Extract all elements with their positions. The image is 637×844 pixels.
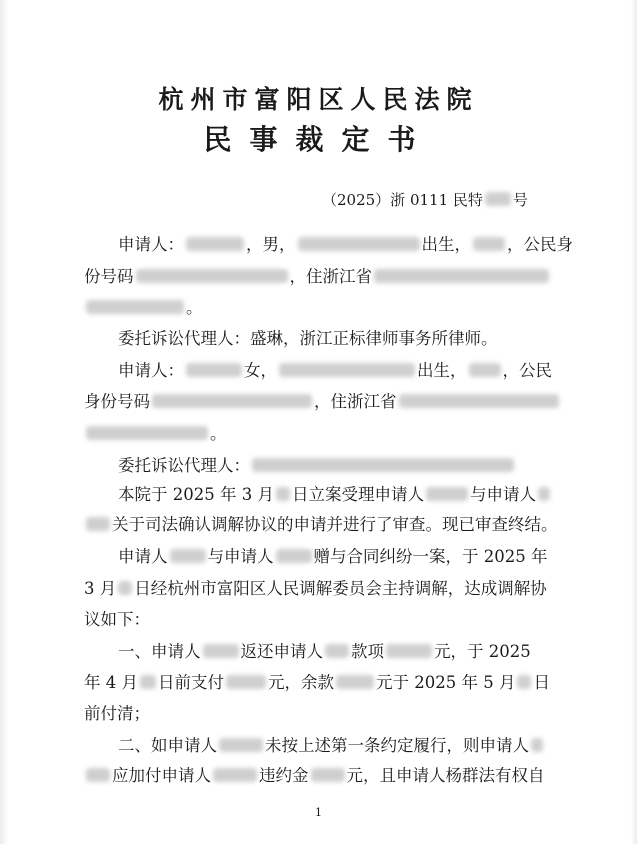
body-line — [84, 514, 558, 536]
body-line — [84, 578, 547, 600]
redacted-block — [517, 675, 531, 689]
party-id-label: 份号码 — [84, 267, 134, 286]
redacted-block — [276, 487, 290, 501]
redacted-block — [226, 675, 266, 689]
redacted-block — [336, 675, 374, 689]
redacted-block — [219, 738, 263, 752]
party1-line1 — [118, 234, 573, 256]
body-text: 年 4 月 — [84, 673, 138, 692]
party-end: 。 — [186, 298, 203, 317]
redacted-block — [276, 549, 312, 563]
redacted-block — [374, 269, 549, 283]
body-text: 元，余款 — [268, 673, 334, 692]
body-text: 日经杭州市富阳区人民调解委员会主持调解，达成调解协 — [134, 579, 547, 598]
body-text: 违约金 — [259, 766, 309, 785]
redacted-block — [426, 487, 468, 501]
body-text: 本院于 2025 年 3 月 — [118, 485, 274, 504]
redacted-block — [170, 549, 206, 563]
body-text: 未按上述第一条约定履行，则申请人 — [265, 736, 529, 755]
redacted-block — [86, 517, 110, 531]
body-text: 赠与合同纠纷一案，于 2025 年 — [313, 547, 548, 566]
redacted-block — [136, 269, 288, 283]
redacted-block — [469, 363, 501, 377]
party2-line2 — [84, 391, 561, 413]
redacted-block — [311, 768, 345, 782]
redacted-block — [386, 644, 432, 658]
redacted-block — [485, 192, 511, 206]
body-text: 元，于 2025 — [434, 642, 531, 661]
body-text: 应加付申请人 — [112, 766, 211, 785]
body-line — [118, 484, 552, 506]
body-text: 与申请人 — [469, 485, 536, 504]
body-text: 元，且申请人杨群法有权自 — [346, 766, 545, 785]
body-line — [118, 735, 545, 757]
body-text: 关于司法确认调解协议的申请并进行了审查。现已审查终结。 — [112, 515, 558, 534]
redacted-block — [186, 363, 242, 377]
party-label: 申请人： — [118, 235, 184, 254]
redacted-block — [118, 581, 132, 595]
redacted-block — [86, 426, 208, 440]
body-text: 日立案受理申请人 — [291, 485, 424, 504]
redacted-block — [140, 675, 156, 689]
body-text: 款项 — [351, 642, 384, 661]
redacted-block — [86, 300, 184, 314]
party-id-prefix: ，公民 — [502, 361, 552, 380]
redacted-block — [473, 237, 505, 251]
party-birth-text: 出生， — [417, 361, 467, 380]
agent2-line — [118, 455, 516, 477]
body-line: 议如下： — [84, 610, 150, 629]
redacted-block — [86, 768, 110, 782]
redacted-block — [538, 487, 550, 501]
redacted-block — [152, 394, 312, 408]
case-number-prefix: （2025）浙 0111 民特 — [322, 191, 483, 209]
redacted-block — [186, 237, 244, 251]
party-end: 。 — [210, 424, 227, 443]
party-address-prefix: ，住浙江省 — [314, 392, 397, 411]
party-gender: 女， — [244, 361, 277, 380]
page-number: 1 — [315, 806, 322, 819]
party-id-prefix: ，公民身 — [507, 235, 573, 254]
party1-line2 — [84, 266, 551, 288]
redacted-block — [252, 458, 514, 472]
party2-line1 — [118, 360, 552, 382]
body-text: 日 — [533, 673, 550, 692]
case-number-suffix: 号 — [512, 191, 528, 209]
body-text: 二、如申请人 — [118, 736, 217, 755]
party-birth-text: 出生， — [421, 235, 471, 254]
party-address-prefix: ，住浙江省 — [289, 267, 372, 286]
body-line — [84, 672, 550, 694]
redacted-block — [298, 237, 420, 251]
body-line — [118, 641, 531, 663]
body-text: 日前支付 — [158, 673, 224, 692]
redacted-block — [325, 644, 349, 658]
body-line — [118, 546, 547, 568]
body-line: 前付清； — [84, 704, 150, 723]
redacted-block — [213, 768, 257, 782]
body-text: 一、申请人 — [118, 642, 201, 661]
body-text: 元于 2025 年 5 月 — [376, 673, 516, 692]
agent1-line: 委托诉讼代理人：盛琳，浙江正标律师事务所律师。 — [118, 329, 498, 348]
redacted-block — [203, 644, 239, 658]
party1-line3 — [84, 297, 203, 319]
body-text: 返还申请人 — [240, 642, 323, 661]
court-name: 杭州市富阳区人民法院 — [158, 85, 479, 114]
body-text: 申请人 — [118, 547, 168, 566]
party2-line3 — [84, 423, 227, 445]
case-number — [322, 189, 528, 210]
party-id-label: 身份号码 — [84, 392, 150, 411]
body-text: 3 月 — [84, 579, 117, 598]
party-label: 申请人： — [118, 361, 184, 380]
body-line — [84, 765, 545, 787]
redacted-block — [531, 738, 543, 752]
body-text: 与申请人 — [207, 547, 274, 566]
agent-label: 委托诉讼代理人： — [118, 456, 250, 475]
document-title: 民事裁定书 — [203, 123, 434, 156]
redacted-block — [279, 363, 415, 377]
redacted-block — [399, 394, 559, 408]
party-gender: ，男， — [246, 235, 296, 254]
